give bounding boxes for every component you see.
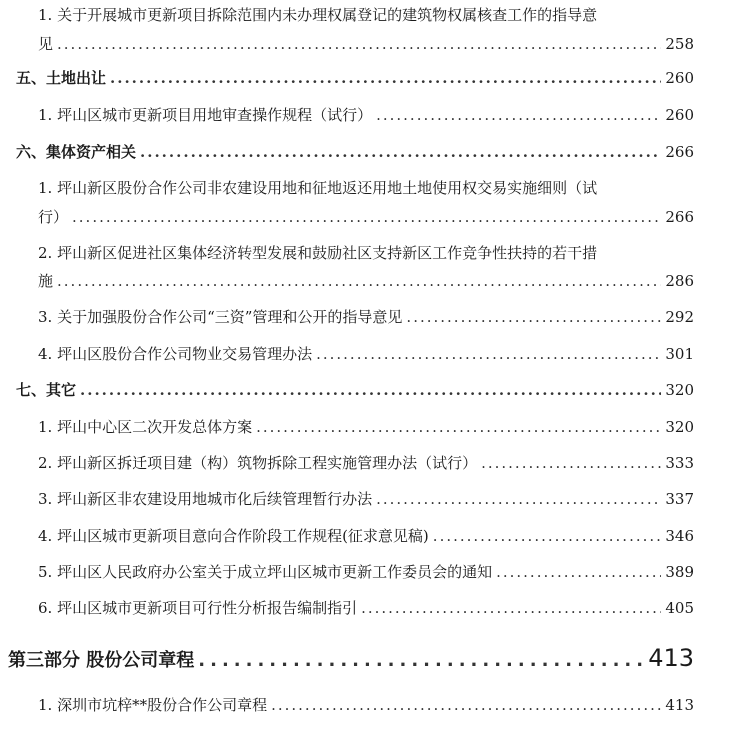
part-title: 第三部分 股份公司章程 <box>8 650 195 671</box>
toc-item-title: 1. 坪山中心区二次开发总体方案 <box>38 418 253 436</box>
page-number: 413 <box>648 644 694 672</box>
section-title: 五、土地出让 <box>16 69 107 87</box>
toc-item-title-line1: 2. 坪山新区促进社区集体经济转型发展和鼓励社区支持新区工作竞争性扶持的若干措 <box>38 244 598 262</box>
section-title: 六、集体资产相关 <box>16 143 137 161</box>
page-number: 346 <box>665 527 694 545</box>
dot-leader <box>376 106 661 124</box>
page-number: 286 <box>665 272 694 290</box>
toc-item-title: 3. 坪山新区非农建设用地城市化后续管理暂行办法 <box>38 490 373 508</box>
page-number: 389 <box>665 563 694 581</box>
toc-item-title: 2. 坪山新区拆迁项目建（构）筑物拆除工程实施管理办法（试行） <box>38 454 478 472</box>
dot-leader <box>140 143 661 161</box>
dot-leader <box>406 308 661 326</box>
dot-leader <box>80 381 661 399</box>
page-number: 258 <box>665 35 694 53</box>
page-number: 266 <box>665 143 694 161</box>
page-number: 260 <box>665 69 694 87</box>
dot-leader <box>481 454 661 472</box>
toc-item-title: 6. 坪山区城市更新项目可行性分析报告编制指引 <box>38 599 358 617</box>
dot-leader <box>433 527 662 545</box>
toc-item-title-line2: 行） <box>38 208 69 226</box>
page-number: 337 <box>665 490 694 508</box>
page-number: 405 <box>665 599 694 617</box>
dot-leader <box>271 696 661 714</box>
toc-item-title-line1: 1. 关于开展城市更新项目拆除范围内未办理权属登记的建筑物权属核查工作的指导意 <box>38 6 598 24</box>
section-title: 七、其它 <box>16 381 77 399</box>
toc-item-title: 5. 坪山区人民政府办公室关于成立坪山区城市更新工作委员会的通知 <box>38 563 493 581</box>
page-number: 292 <box>665 308 694 326</box>
dot-leader <box>57 272 661 290</box>
page-number: 266 <box>665 208 694 226</box>
toc-item-title: 1. 坪山区城市更新项目用地审查操作规程（试行） <box>38 106 373 124</box>
page-number: 301 <box>665 345 694 363</box>
dot-leader <box>57 35 661 53</box>
toc-item-title: 4. 坪山区股份合作公司物业交易管理办法 <box>38 345 313 363</box>
toc-item-title-line2: 施 <box>38 272 54 290</box>
dot-leader <box>110 69 661 87</box>
toc-item-title-line1: 1. 坪山新区股份合作公司非农建设用地和征地返还用地土地使用权交易实施细则（试 <box>38 179 598 197</box>
toc-item-title: 4. 坪山区城市更新项目意向合作阶段工作规程(征求意见稿) <box>38 527 429 545</box>
dot-leader <box>72 208 661 226</box>
page-number: 333 <box>665 454 694 472</box>
toc-item-title: 1. 深圳市坑梓**股份合作公司章程 <box>38 696 268 714</box>
dot-leader <box>316 345 661 363</box>
page-number: 413 <box>665 696 694 714</box>
dot-leader <box>256 418 661 436</box>
dot-leader <box>496 563 661 581</box>
page-number: 320 <box>665 418 694 436</box>
dot-leader <box>361 599 661 617</box>
page-number: 260 <box>665 106 694 124</box>
page-number: 320 <box>665 381 694 399</box>
toc-item-title: 3. 关于加强股份合作公司“三资”管理和公开的指导意见 <box>38 308 403 326</box>
toc-item-title-line2: 见 <box>38 35 54 53</box>
dot-leader <box>376 490 661 508</box>
dot-leader <box>198 650 644 671</box>
